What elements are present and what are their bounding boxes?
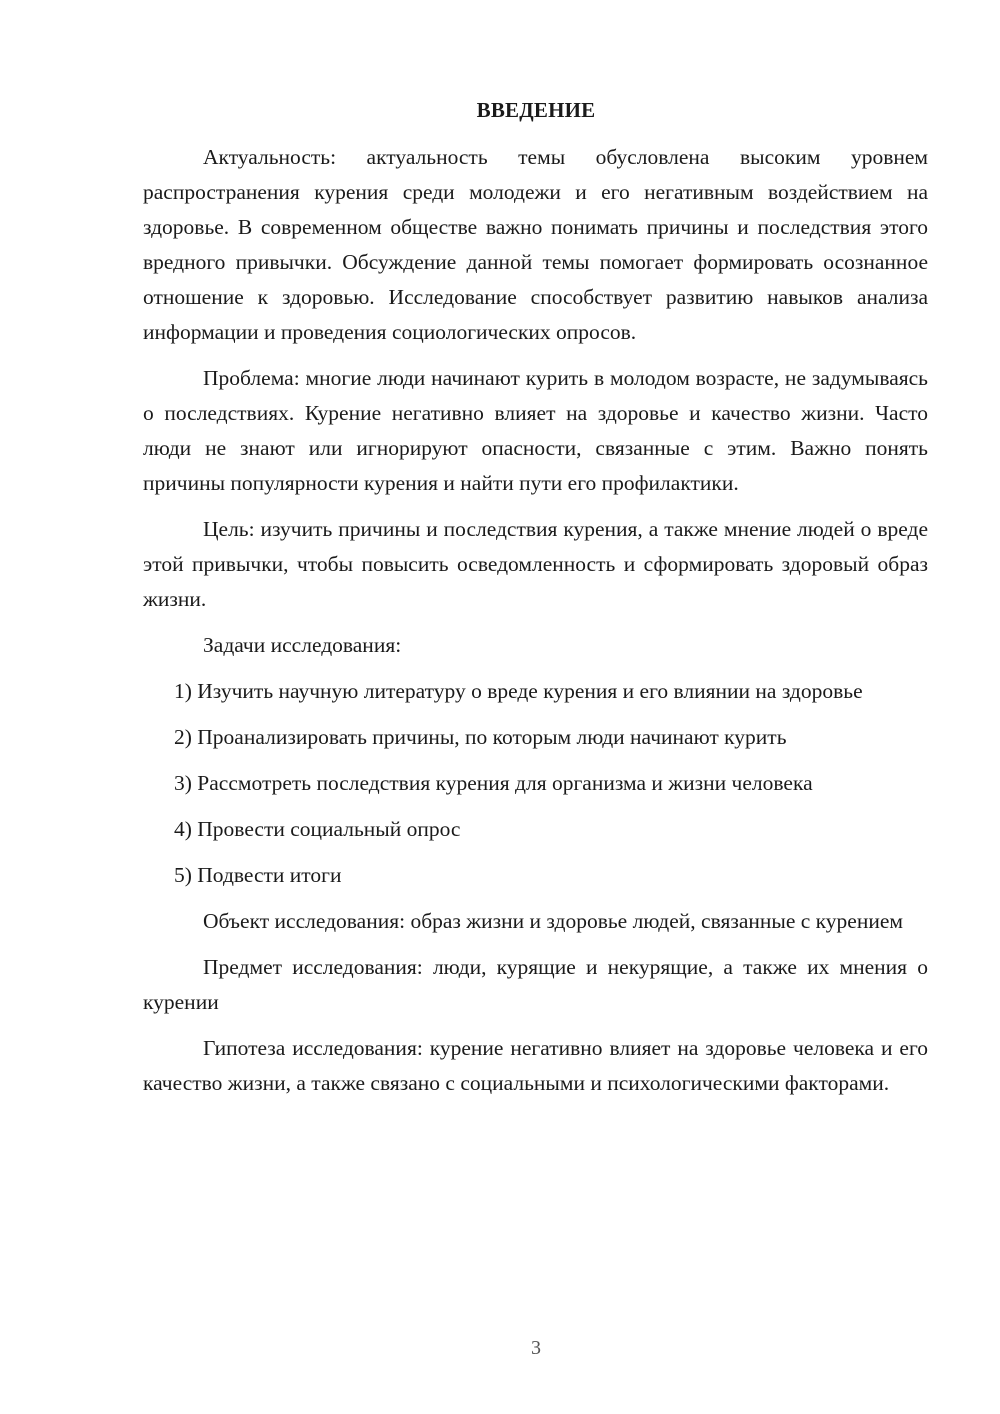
page-number: 3 bbox=[531, 1337, 541, 1359]
document-body bbox=[143, 140, 928, 1112]
paragraph-subject: Предмет исследования: люди, курящие и некурящие, а также их мнения о курении bbox=[143, 955, 928, 1014]
task-item-3: 3) Рассмотреть последствия курения для организма и жизни человека bbox=[174, 771, 813, 795]
page-title: ВВЕДЕНИЕ bbox=[476, 98, 596, 122]
paragraph-object: Объект исследования: образ жизни и здоровье людей, связанные с курением bbox=[203, 909, 903, 933]
task-item-4: 4) Провести социальный опрос bbox=[174, 817, 461, 841]
task-item-5: 5) Подвести итоги bbox=[174, 863, 342, 887]
paragraph-problem: Проблема: многие люди начинают курить в молодом возрасте, не задумываясь о последствиях. Курение негативно влияет на здоровье и качество жизни. Часто люди не знают или игнорируют опасности, связанные с этим. Важно понять причины популярности курения и найти пути его профилактики. bbox=[143, 366, 928, 495]
paragraph-hypothesis: Гипотеза исследования: курение негативно влияет на здоровье человека и его качество жизни, а также связано с социальными и психологическими факторами. bbox=[143, 1036, 928, 1095]
task-item-2: 2) Проанализировать причины, по которым люди начинают курить bbox=[174, 725, 787, 749]
task-item-1: 1) Изучить научную литературу о вреде курения и его влиянии на здоровье bbox=[174, 679, 863, 703]
tasks-heading: Задачи исследования: bbox=[203, 633, 402, 657]
paragraph-relevance: Актуальность: актуальность темы обусловлена высоким уровнем распространения курения среди молодежи и его негативным воздействием на здоровье. В современном обществе важно понимать причины и последствия этого вредного привычки. Обсуждение данной темы помогает формировать осознанное отношение к здоровью. Исследование способствует развитию навыков анализа информации и проведения социологических опросов. bbox=[143, 145, 928, 344]
paragraph-goal: Цель: изучить причины и последствия курения, а также мнение людей о вреде этой привычки, чтобы повысить осведомленность и сформировать здоровый образ жизни. bbox=[143, 517, 928, 611]
